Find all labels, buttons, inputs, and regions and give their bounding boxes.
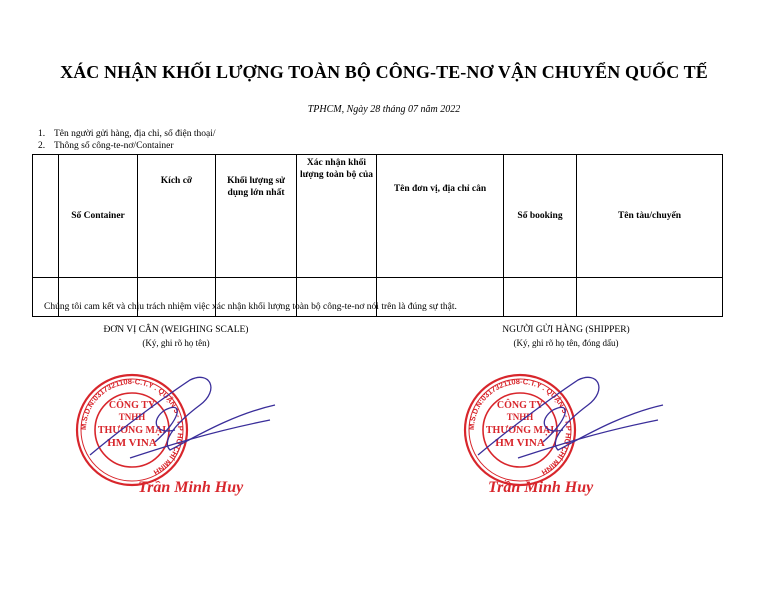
stamp-line: TNHH (118, 412, 146, 422)
stamp-line: CÔNG TY (496, 400, 544, 411)
company-stamp-left (60, 360, 290, 505)
list-number: 1. (38, 129, 46, 139)
table-header-cell: Tên tàu/chuyến (577, 155, 723, 278)
table-header-cell: Khối lượng sử dụng lớn nhất (216, 155, 297, 278)
table-header-row (33, 155, 723, 278)
list-item (38, 128, 216, 140)
right-sign-title: NGƯỜI GỬI HÀNG (SHIPPER) (502, 325, 630, 335)
document-title: XÁC NHẬN KHỐI LƯỢNG TOÀN BỘ CÔNG-TE-NƠ VẬN CHUYỂN QUỐC TẾ (60, 62, 708, 82)
left-sign-note: (Ký, ghi rõ họ tên) (142, 338, 210, 348)
company-stamp-right (448, 360, 678, 505)
table-cell[interactable] (577, 278, 723, 317)
stamp-line: CÔNG TY (108, 400, 156, 411)
stamp-line: THƯƠNG MẠI (97, 425, 167, 436)
commitment-text: Chúng tôi cam kết và chịu trách nhiệm việc xác nhận khối lượng toàn bộ công-te-nơ nói trên là đúng sự thật. (44, 302, 457, 312)
table-header-cell: Xác nhận khối lượng toàn bộ của (297, 155, 377, 278)
table-header-cell: Tên đơn vị, địa chỉ cân (377, 155, 504, 278)
table-header-cell: Kích cỡ (138, 155, 216, 278)
stamp-line: THƯƠNG MẠI (485, 425, 555, 436)
stamp-line: HM VINA (495, 437, 545, 449)
signature-name: Trần Minh Huy (488, 479, 594, 496)
list-number: 2. (38, 141, 46, 151)
table-header-cell: Số booking (504, 155, 577, 278)
date-line: TPHCM, Ngày 28 tháng 07 năm 2022 (307, 104, 461, 115)
list-text: Thông số công-te-nơ/Container (54, 141, 174, 151)
stamp-ring-text: M.S.D.N:0317321108-C.T.Y . QUẬN 5 - T.P HỒ CHÍ MINH (466, 376, 574, 478)
list-text: Tên người gửi hàng, địa chỉ, số điện thoại/ (54, 129, 216, 139)
stamp-line: TNHH (506, 412, 534, 422)
container-table (32, 154, 723, 317)
signature-name: Trần Minh Huy (138, 479, 244, 496)
stamp-ring-text: M.S.D.N:0317321108-C.T.Y . QUẬN 5 - T.P HỒ CHÍ MINH (78, 376, 186, 478)
table-cell[interactable] (504, 278, 577, 317)
info-list (38, 128, 216, 152)
list-item (38, 140, 216, 152)
table-header-cell (33, 155, 59, 278)
right-sign-note: (Ký, ghi rõ họ tên, đóng dấu) (513, 338, 619, 348)
left-sign-title: ĐƠN VỊ CÂN (WEIGHING SCALE) (103, 325, 249, 335)
table-header-cell: Số Container (59, 155, 138, 278)
stamp-line: HM VINA (107, 437, 157, 449)
